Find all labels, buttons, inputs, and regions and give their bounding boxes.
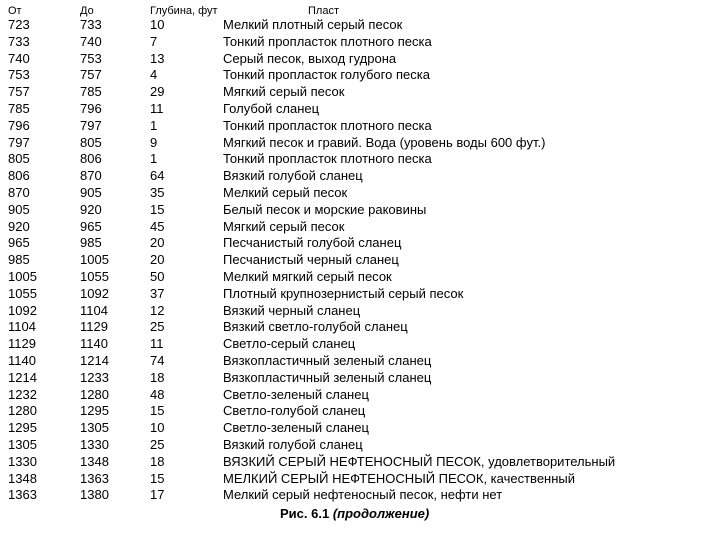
cell-to: 1005 [80,252,109,268]
cell-layer: Светло-серый сланец [223,336,356,352]
table-row [0,252,720,269]
cell-depth: 50 [150,268,165,284]
cell-to: 1330 [80,436,109,452]
header-layer: Пласт [308,5,339,17]
cell-from: 723 [8,17,30,32]
cell-from: 1330 [8,453,37,469]
table-row [0,370,720,387]
table-row [0,219,720,236]
table-row [0,454,720,471]
figure-caption [280,506,429,522]
cell-depth: 10 [150,420,165,436]
table-row [0,34,720,51]
cell-from: 740 [8,50,30,66]
cell-depth: 12 [150,302,165,318]
cell-from: 805 [8,151,30,167]
cell-depth: 11 [150,336,164,352]
cell-from: 1092 [8,302,37,318]
cell-depth: 25 [150,436,165,452]
table-row [0,353,720,370]
cell-from: 985 [8,252,30,268]
caption-label: Рис. 6.1 [280,506,330,521]
cell-from: 920 [8,218,30,234]
cell-from: 1348 [8,470,37,486]
cell-depth: 1 [150,117,158,133]
cell-layer: Вязкий голубой сланец [223,436,363,452]
cell-layer: Вязкий голубой сланец [223,168,363,184]
table-row [0,487,720,504]
cell-depth: 29 [150,84,165,100]
cell-depth: 13 [150,50,165,66]
cell-from: 1140 [8,352,36,368]
cell-depth: 74 [150,352,165,368]
cell-depth: 45 [150,218,165,234]
cell-from: 797 [8,134,30,150]
cell-depth: 35 [150,184,165,200]
cell-to: 1363 [80,470,109,486]
header-to: До [80,5,94,17]
cell-layer: Светло-зеленый сланец [223,420,369,436]
table-row [0,101,720,118]
cell-depth: 37 [150,285,165,301]
table-row [0,403,720,420]
cell-to: 797 [80,117,102,133]
cell-from: 1295 [8,420,37,436]
table-row [0,471,720,488]
cell-from: 1104 [8,319,36,335]
cell-to: 985 [80,235,102,251]
cell-depth: 20 [150,235,165,251]
caption-note: (продолжение) [332,506,430,521]
cell-layer: Песчанистый голубой сланец [223,235,402,251]
cell-depth: 20 [150,252,165,268]
table-row [0,235,720,252]
cell-layer: Тонкий пропласток плотного песка [223,117,432,133]
cell-depth: 18 [150,453,165,469]
cell-depth: 17 [150,487,165,503]
cell-layer: Мелкий серый песок [223,184,348,200]
table-row [0,286,720,303]
cell-to: 785 [80,84,102,100]
table-row [0,437,720,454]
header-from: От [8,5,22,17]
cell-to: 1140 [80,336,108,352]
cell-layer: Мелкий плотный серый песок [223,17,403,32]
cell-from: 757 [8,84,30,100]
cell-to: 1380 [80,487,109,503]
table-row [0,420,720,437]
cell-to: 796 [80,100,102,116]
cell-to: 740 [80,33,102,49]
cell-to: 1280 [80,386,109,402]
cell-layer: Серый песок, выход гудрона [223,50,397,66]
cell-layer: Белый песок и морские раковины [223,201,427,217]
table-row [0,387,720,404]
strata-table [0,17,720,504]
cell-depth: 1 [150,151,158,167]
cell-layer: Светло-зеленый сланец [223,386,369,402]
cell-to: 733 [80,17,102,32]
cell-layer: ВЯЗКИЙ СЕРЫЙ НЕФТЕНОСНЫЙ ПЕСОК, удовлетворительный [223,453,616,469]
cell-from: 905 [8,201,30,217]
cell-to: 805 [80,134,102,150]
cell-layer: Вязкий светло-голубой сланец [223,319,408,335]
table-row [0,84,720,101]
cell-from: 806 [8,168,30,184]
cell-layer: МЕЛКИЙ СЕРЫЙ НЕФТЕНОСНЫЙ ПЕСОК, качественный [223,470,576,486]
cell-depth: 18 [150,369,165,385]
cell-to: 1104 [80,302,108,318]
cell-depth: 15 [150,470,165,486]
cell-layer: Плотный крупнозернистый серый песок [223,285,464,301]
cell-to: 1092 [80,285,109,301]
cell-to: 870 [80,168,102,184]
cell-layer: Мягкий песок и гравий. Вода (уровень воды 600 фут.) [223,134,546,150]
table-row [0,202,720,219]
cell-from: 1214 [8,369,37,385]
cell-depth: 15 [150,403,165,419]
cell-to: 1305 [80,420,109,436]
cell-to: 920 [80,201,102,217]
header-depth: Глубина, фут [150,5,218,17]
cell-from: 1305 [8,436,37,452]
cell-depth: 48 [150,386,165,402]
table-row [0,151,720,168]
table-row [0,269,720,286]
cell-layer: Мелкий серый нефтеносный песок, нефти нет [223,487,503,503]
cell-to: 757 [80,67,102,83]
table-row [0,303,720,320]
table-row [0,135,720,152]
cell-from: 1363 [8,487,37,503]
table-row [0,67,720,84]
cell-depth: 10 [150,17,165,32]
cell-from: 1129 [8,336,36,352]
cell-from: 870 [8,184,30,200]
cell-from: 1280 [8,403,37,419]
table-row [0,336,720,353]
cell-layer: Мягкий серый песок [223,218,345,234]
cell-layer: Мелкий мягкий серый песок [223,268,392,284]
cell-depth: 25 [150,319,165,335]
cell-layer: Тонкий пропласток плотного песка [223,33,432,49]
cell-from: 965 [8,235,30,251]
cell-layer: Голубой сланец [223,100,320,116]
cell-depth: 9 [150,134,158,150]
cell-depth: 7 [150,33,158,49]
cell-from: 785 [8,100,30,116]
table-row [0,118,720,135]
cell-to: 1348 [80,453,109,469]
cell-to: 905 [80,184,102,200]
cell-layer: Вязкий черный сланец [223,302,361,318]
table-row [0,168,720,185]
cell-depth: 15 [150,201,165,217]
cell-from: 1005 [8,268,37,284]
cell-to: 1055 [80,268,109,284]
cell-to: 965 [80,218,102,234]
cell-to: 1295 [80,403,109,419]
cell-from: 796 [8,117,30,133]
cell-layer: Мягкий серый песок [223,84,345,100]
cell-depth: 64 [150,168,165,184]
table-row [0,51,720,68]
cell-layer: Светло-голубой сланец [223,403,366,419]
cell-to: 1233 [80,369,109,385]
cell-depth: 4 [150,67,158,83]
cell-from: 753 [8,67,30,83]
cell-from: 1055 [8,285,37,301]
cell-layer: Вязкопластичный зеленый сланец [223,352,432,368]
table-row [0,17,720,34]
cell-layer: Вязкопластичный зеленый сланец [223,369,432,385]
cell-depth: 11 [150,100,164,116]
cell-layer: Тонкий пропласток голубого песка [223,67,430,83]
cell-to: 753 [80,50,102,66]
cell-layer: Песчанистый черный сланец [223,252,399,268]
cell-from: 1232 [8,386,37,402]
cell-to: 1214 [80,352,109,368]
table-row [0,319,720,336]
cell-from: 733 [8,33,30,49]
cell-layer: Тонкий пропласток плотного песка [223,151,432,167]
table-row [0,185,720,202]
cell-to: 1129 [80,319,108,335]
cell-to: 806 [80,151,102,167]
